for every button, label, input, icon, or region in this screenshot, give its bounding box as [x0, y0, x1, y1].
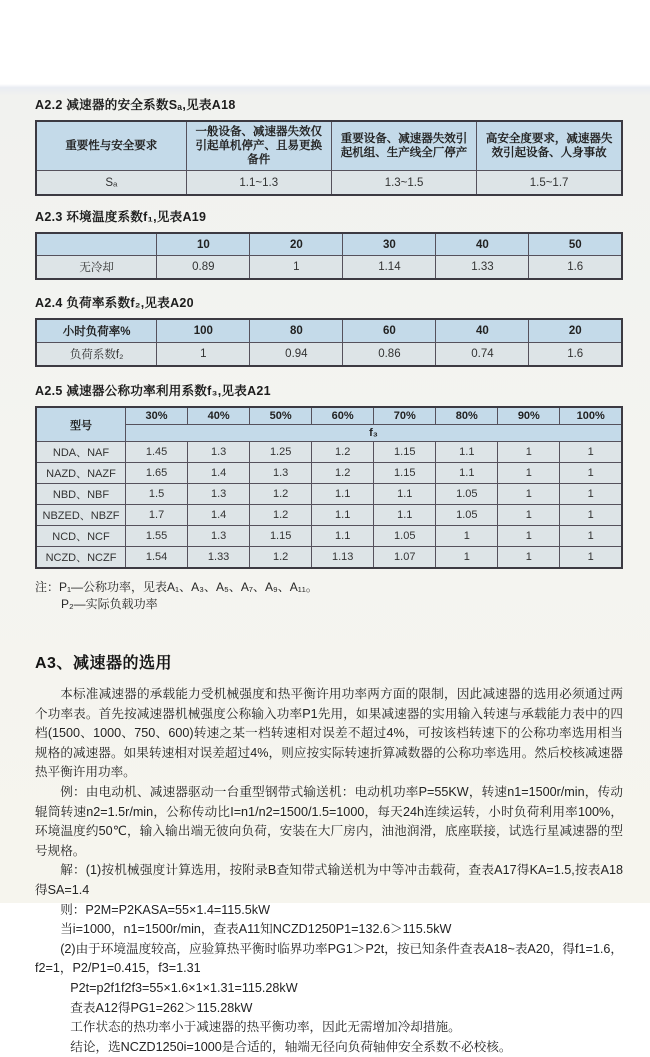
model-cell: NCZD、NCZF: [36, 547, 126, 569]
value-cell: 1.6: [529, 343, 622, 367]
value-cell: 1.05: [374, 526, 436, 547]
value-cell: 1.1: [312, 505, 374, 526]
value-cell: 1.1~1.3: [186, 171, 331, 196]
percent-header-cell: 90%: [498, 407, 560, 425]
value-cell: 1.13: [312, 547, 374, 569]
value-cell: 1: [560, 526, 622, 547]
value-cell: 1.7: [126, 505, 188, 526]
table-a19-temperature-factor: [35, 232, 623, 280]
value-cell: 1.1: [436, 463, 498, 484]
model-cell: NAZD、NAZF: [36, 463, 126, 484]
value-cell: 1.2: [312, 442, 374, 463]
table-row: [36, 547, 622, 569]
value-cell: 1.5: [126, 484, 188, 505]
value-cell: 1: [560, 484, 622, 505]
header-cell: 30: [343, 233, 436, 256]
table-row: [36, 442, 622, 463]
table-a20-load-rate-factor: [35, 318, 623, 367]
value-cell: 1.15: [250, 526, 312, 547]
section-a3-heading: A3、减速器的选用: [35, 655, 172, 672]
header-cell: 高安全度要求，减速器失效引起设备、人身事故: [477, 121, 622, 171]
value-cell: 1: [498, 547, 560, 569]
model-cell: NDA、NAF: [36, 442, 126, 463]
value-cell: 1.33: [188, 547, 250, 569]
value-cell: 1.2: [250, 484, 312, 505]
value-cell: 1: [498, 526, 560, 547]
value-cell: 1.3: [188, 526, 250, 547]
body-paragraph: P2t=p2f1f2f3=55×1.6×1×1.31=115.28kW: [70, 980, 298, 995]
header-cell: 100: [157, 319, 250, 343]
header-cell: [36, 233, 157, 256]
value-cell: 0.74: [436, 343, 529, 367]
value-cell: 0.94: [250, 343, 343, 367]
body-paragraph: 本标准减速器的承载能力受机械强度和热平衡许用功率两方面的限制，因此减速器的选用必须通过两个功率表。首先按减速器机械强度公称输入功率P1先用，如果减速器的实用输入转速与承载能力表中的四档(1500、1000、750、600)转速之某一档转速相对误差不超过4%，可按该档转速下的公称功率选用相当规格的减速器。如果转速相对误差超过4%，则应按实际转速折算减数器的公称功率选用。然后校核减速器热平衡许用功率。: [35, 687, 623, 780]
table-row: [36, 505, 622, 526]
table-notes: [35, 579, 623, 613]
table-row: [36, 484, 622, 505]
table-a21-power-utilization-factor: [35, 406, 623, 569]
percent-header-cell: 70%: [374, 407, 436, 425]
value-cell: 1.3: [188, 484, 250, 505]
value-cell: 1.45: [126, 442, 188, 463]
value-cell: 1: [560, 463, 622, 484]
row-label-cell: 负荷系数f₂: [36, 343, 157, 367]
section-a3-body: [35, 685, 623, 1057]
table-a18-safety-factor: [35, 120, 623, 196]
value-cell: 1.5~1.7: [477, 171, 622, 196]
value-cell: 1.14: [343, 256, 436, 280]
section-a2-4-title: A2.4 负荷率系数f₂,见表A20: [35, 296, 194, 310]
value-cell: 1.3~1.5: [331, 171, 476, 196]
table-header-row: [36, 121, 622, 171]
table-header-row: [36, 407, 622, 425]
table-a21-body: [36, 442, 622, 569]
section-a2-5: [35, 381, 623, 569]
model-cell: NBZED、NBZF: [36, 505, 126, 526]
header-cell: 40: [436, 319, 529, 343]
value-cell: 1.05: [436, 484, 498, 505]
value-cell: 1.1: [374, 484, 436, 505]
value-cell: 1: [498, 442, 560, 463]
value-cell: 1.2: [312, 463, 374, 484]
value-cell: 1.05: [436, 505, 498, 526]
body-paragraph: 当i=1000，n1=1500r/min，查表A11知NCZD1250P1=132.6＞115.5kW: [60, 922, 452, 937]
percent-header-cell: 30%: [126, 407, 188, 425]
section-a2-3: [35, 207, 623, 280]
header-cell: 50: [529, 233, 622, 256]
body-paragraph: 例：由电动机、减速器驱动一台重型钢带式输送机：电动机功率P=55KW，转速n1=1500r/min，传动辊筒转速n2=1.5r/min，公称传动比I=n1/n2=1500/1.5=1000，每天24h连续运转，小时负荷利用率100%，环境温度约50℃，输入输出端无彼向负荷，安装在大厂房内，油池润滑，底座联接，试选行星减速器的型号规格。: [35, 784, 623, 858]
value-cell: 1: [436, 547, 498, 569]
value-cell: 1.07: [374, 547, 436, 569]
row-label-cell: 无冷却: [36, 256, 157, 280]
header-cell: 80: [250, 319, 343, 343]
header-cell: 重要设备、减速器失效引起机组、生产线全厂停产: [331, 121, 476, 171]
value-cell: 1.3: [188, 442, 250, 463]
header-cell: 40: [436, 233, 529, 256]
section-a2-3-title: A2.3 环境温度系数f₁,见表A19: [35, 210, 207, 224]
note-line-2: P₂—实际负载功率: [61, 597, 158, 611]
percent-header-cell: 80%: [436, 407, 498, 425]
value-cell: 1.6: [529, 256, 622, 280]
value-cell: 1: [560, 442, 622, 463]
section-a2-5-title: A2.5 减速器公称功率利用系数f₃,见表A21: [35, 384, 271, 398]
value-cell: 1.15: [374, 442, 436, 463]
value-cell: 1: [498, 505, 560, 526]
body-paragraph: 查表A12得PG1=262＞115.28kW: [70, 1000, 253, 1015]
header-cell: 小时负荷率%: [36, 319, 157, 343]
value-cell: 1.33: [436, 256, 529, 280]
value-cell: 1.25: [250, 442, 312, 463]
value-cell: 1.54: [126, 547, 188, 569]
table-row: [36, 526, 622, 547]
value-cell: 1.4: [188, 505, 250, 526]
section-a2-4: [35, 293, 623, 367]
percent-header-cell: 100%: [560, 407, 622, 425]
value-cell: 1.1: [436, 442, 498, 463]
table-row: [36, 256, 622, 280]
value-cell: 1: [157, 343, 250, 367]
body-paragraph: 解：(1)按机械强度计算选用，按附录B查知带式输送机为中等冲击载荷，查表A17得KA=1.5,按表A18得SA=1.4: [35, 863, 623, 897]
model-cell: NCD、NCF: [36, 526, 126, 547]
body-paragraph: 则：P2M=P2KASA=55×1.4=115.5kW: [60, 902, 270, 917]
row-label-cell: Sₐ: [36, 171, 186, 196]
section-a2-2: [35, 95, 623, 196]
value-cell: 1.2: [250, 547, 312, 569]
corner-header-cell: 型号: [36, 407, 126, 442]
value-cell: 1.65: [126, 463, 188, 484]
percent-header-cell: 50%: [250, 407, 312, 425]
value-cell: 1.4: [188, 463, 250, 484]
page-content: [35, 95, 623, 1057]
value-cell: 1.55: [126, 526, 188, 547]
value-cell: 1: [436, 526, 498, 547]
table-header-row: [36, 233, 622, 256]
body-paragraph: 工作状态的热功率小于减速器的热平衡功率，因此无需增加冷却措施。: [70, 1020, 461, 1035]
header-cell: 20: [529, 319, 622, 343]
value-cell: 0.86: [343, 343, 436, 367]
value-cell: 1.1: [312, 526, 374, 547]
value-cell: 1: [498, 463, 560, 484]
header-cell: 60: [343, 319, 436, 343]
header-cell: 20: [250, 233, 343, 256]
note-line-1: 注：P₁—公称功率，见表A₁、A₃、A₅、A₇、A₉、A₁₁。: [35, 580, 318, 594]
model-cell: NBD、NBF: [36, 484, 126, 505]
header-cell: 一般设备、减速器失效仅引起单机停产、且易更换备件: [186, 121, 331, 171]
percent-header-cell: 40%: [188, 407, 250, 425]
body-paragraph: (2)由于环境温度较高，应验算热平衡时临界功率PG1＞P2t，按已知条件查表A18~表A20，得f1=1.6，f2=1，P2/P1=0.415，f3=1.31: [35, 941, 623, 976]
header-cell: 10: [157, 233, 250, 256]
table-row: [36, 343, 622, 367]
table-row: [36, 463, 622, 484]
value-cell: 1: [560, 505, 622, 526]
percent-header-cell: 60%: [312, 407, 374, 425]
body-paragraph: 结论，选NCZD1250i=1000是合适的，轴端无径向负荷轴伸安全系数不必校核。: [70, 1039, 512, 1054]
section-a2-2-title: A2.2 减速器的安全系数Sₐ,见表A18: [35, 98, 236, 112]
table-header-row: [36, 319, 622, 343]
value-cell: 1.1: [374, 505, 436, 526]
value-cell: 1: [250, 256, 343, 280]
value-cell: 1.1: [312, 484, 374, 505]
value-cell: 1.2: [250, 505, 312, 526]
value-cell: 1: [560, 547, 622, 569]
header-cell: 重要性与安全要求: [36, 121, 186, 171]
subheader-cell: f₃: [126, 425, 622, 442]
table-row: [36, 171, 622, 196]
value-cell: 1.15: [374, 463, 436, 484]
value-cell: 1.3: [250, 463, 312, 484]
value-cell: 1: [498, 484, 560, 505]
value-cell: 0.89: [157, 256, 250, 280]
